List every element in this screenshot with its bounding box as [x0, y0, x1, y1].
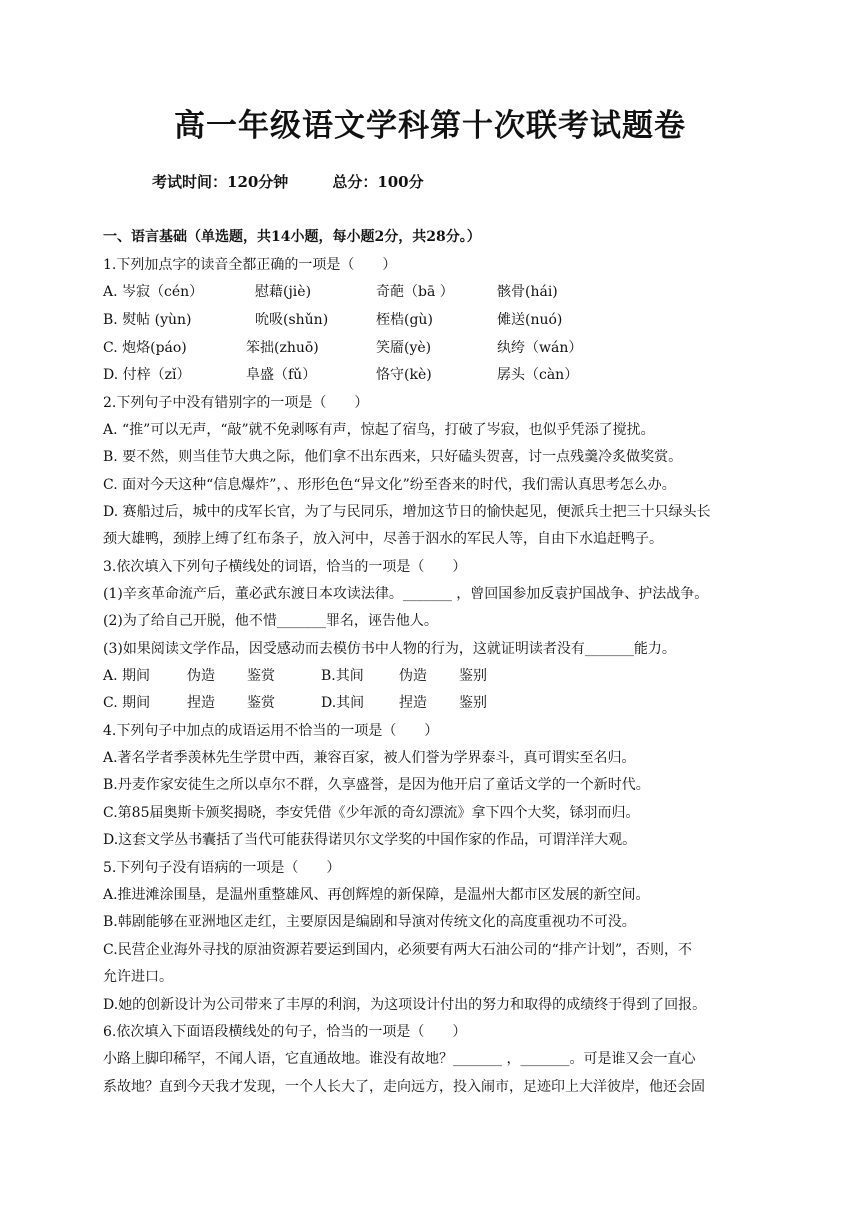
q6-passage-line: 小路上脚印稀罕，不闻人语，它直通故地。谁没有故地？_______ ，_______。可是谁又会一直心 — [103, 1051, 696, 1067]
q3-option-cell: 捏造 — [187, 695, 215, 711]
q5-option-line: A.推进滩涂围垦，是温州重整雄风、再创辉煌的新保障，是温州大都市区发展的新空间。 — [103, 887, 650, 903]
q1-option-cell: C. 炮烙(páo) — [103, 340, 187, 356]
q3-option-cell: B.其间 — [321, 668, 364, 684]
q1-option-row — [103, 365, 763, 385]
q1-option-row — [103, 310, 763, 330]
q3-option-cell: 鉴赏 — [247, 695, 275, 711]
q1-option-cell: 吮吸(shǔn) — [255, 312, 329, 328]
q1-option-cell: 傩送(nuó) — [497, 312, 563, 328]
q1-option-row — [103, 282, 763, 302]
q3-option-cell: C. 期间 — [103, 695, 151, 711]
q2-option-line: 颈大雄鸭，颈脖上缚了红布条子，放入河中，尽善于泅水的军民人等，自由下水追赶鸭子。 — [103, 531, 663, 547]
q3-option-cell: 鉴别 — [459, 668, 487, 684]
q3-option-cell: 捏造 — [399, 695, 427, 711]
q3-sentence: (2)为了给自己开脱，他不惜_______罪名，诬告他人。 — [103, 613, 438, 629]
q2-option-line: B. 要不然，则当佳节大典之际，他们拿不出东西来，只好磕头贺喜，讨一点残羹冷炙做奖赏。 — [103, 449, 683, 465]
q3-option-cell: 伪造 — [187, 668, 215, 684]
q1-option-cell: 孱头（càn） — [497, 367, 579, 383]
q2-option-line: D. 赛船过后，城中的戌军长官，为了与民同乐，增加这节日的愉快起见，便派兵士把三十只绿头长 — [103, 504, 711, 520]
q3-sentence: (3)如果阅读文学作品，因受感动而去模仿书中人物的行为，这就证明读者没有_______能力。 — [103, 641, 676, 657]
q1-option-cell: 奇葩（bā ） — [376, 284, 454, 300]
section-heading: 一、语言基础（单选题，共14小题，每小题2分，共28分。） — [103, 229, 481, 245]
q5-option-line: D.她的创新设计为公司带来了丰厚的利润，为这项设计付出的努力和取得的成绩终于得到了回报。 — [103, 997, 707, 1013]
q6-passage-line: 系故地？直到今天我才发现，一个人长大了，走向远方，投入闹市，足迹印上大洋彼岸，他还会固 — [103, 1079, 705, 1095]
q5-option-line: 允许进口。 — [103, 969, 173, 985]
q2-option-line: C. 面对今天这种“信息爆炸”，、形形色色“异文化”纷至沓来的时代，我们需认真思考怎么办。 — [103, 477, 676, 493]
q1-option-cell: 慰藉(jiè) — [255, 284, 312, 300]
q3-option-cell: A. 期间 — [103, 668, 151, 684]
q1-option-cell: 笑靥(yè) — [376, 340, 432, 356]
q3-option-cell: 鉴赏 — [247, 668, 275, 684]
q3-sentence: (1)辛亥革命流产后，董必武东渡日本攻读法律。_______ ，曾回国参加反袁护国战争、护法战争。 — [103, 586, 709, 602]
question-4-stem: 4.下列句子中加点的成语运用不恰当的一项是（ ） — [103, 723, 439, 739]
q1-option-cell: A. 岑寂（cén） — [103, 284, 204, 300]
q3-option-row — [103, 693, 603, 713]
exam-title: 高一年级语文学科第十次联考试题卷 — [174, 108, 686, 144]
q4-option-line: C.第85届奥斯卡颁奖揭晓，李安凭借《少年派的奇幻漂流》拿下四个大奖，铩羽而归。 — [103, 805, 640, 821]
q3-option-cell: D.其间 — [321, 695, 365, 711]
question-3-stem: 3.依次填入下列句子横线处的词语，恰当的一项是（ ） — [103, 559, 467, 575]
q3-option-cell: 鉴别 — [459, 695, 487, 711]
q5-option-line: B.韩剧能够在亚洲地区走红，主要原因是编剧和导演对传统文化的高度重视功不可没。 — [103, 914, 636, 930]
q4-option-line: A.著名学者季羡林先生学贯中西，兼容百家，被人们誉为学界泰斗，真可谓实至名归。 — [103, 750, 636, 766]
question-5-stem: 5.下列句子没有语病的一项是（ ） — [103, 860, 341, 876]
q1-option-cell: B. 熨帖 (yùn) — [103, 312, 192, 328]
q2-option-line: A. “推”可以无声，“敲”就不免剥啄有声，惊起了宿鸟，打破了岑寂，也似乎凭添了搅扰。 — [103, 422, 655, 438]
exam-meta — [152, 170, 424, 194]
q1-option-cell: 骸骨(hái) — [497, 284, 558, 300]
q5-option-line: C.民营企业海外寻找的原油资源若要运到国内，必须要有两大石油公司的“排产计划”，否则，不 — [103, 942, 692, 958]
q1-option-cell: 笨拙(zhuō) — [246, 340, 319, 356]
question-6-stem: 6.依次填入下面语段横线处的句子，恰当的一项是（ ） — [103, 1024, 467, 1040]
exam-time: 考试时间：120分钟 — [152, 173, 289, 191]
q3-option-cell: 伪造 — [399, 668, 427, 684]
exam-total-score: 总分：100分 — [332, 173, 424, 191]
question-1-stem: 1.下列加点字的读音全都正确的一项是（ ） — [103, 257, 397, 273]
q1-option-cell: 阜盛（fǔ） — [246, 367, 317, 383]
q4-option-line: D.这套文学丛书囊括了当代可能获得诺贝尔文学奖的中国作家的作品，可谓洋洋大观。 — [103, 832, 637, 848]
q1-option-cell: 恪守(kè) — [376, 367, 432, 383]
q1-option-cell: 桎梏(gù) — [376, 312, 433, 328]
question-2-stem: 2.下列句子中没有错别字的一项是（ ） — [103, 395, 369, 411]
q3-option-row — [103, 666, 603, 686]
q1-option-cell: D. 付梓（zǐ） — [103, 367, 191, 383]
q4-option-line: B.丹麦作家安徒生之所以卓尔不群，久享盛誉，是因为他开启了童话文学的一个新时代。 — [103, 777, 650, 793]
q1-option-cell: 纨绔（wán） — [497, 340, 583, 356]
q1-option-row — [103, 338, 763, 358]
